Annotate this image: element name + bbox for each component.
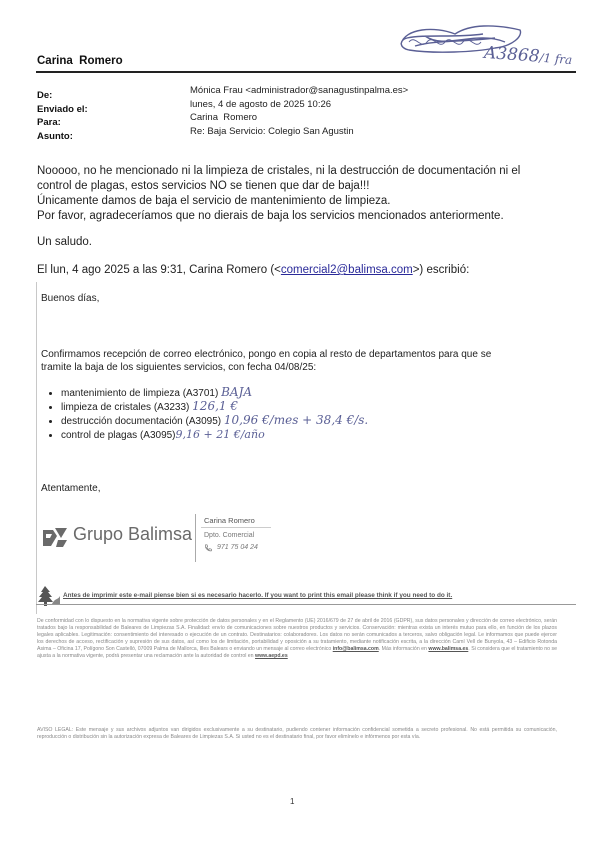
privacy-mid2: . Si considera que el tratamiento no se ajusta a la normativa vigente, podrá presentar una reclamación ante la autoridad de control en xyxy=(37,646,557,659)
page-number: 1 xyxy=(290,797,295,806)
privacy-aepd-link[interactable]: www.aepd.es xyxy=(255,653,288,659)
header-label-sent: Enviado el: xyxy=(37,103,88,115)
handwritten-note: 10,96 €/mes + 38,4 €/s. xyxy=(223,413,369,427)
header-row-subject xyxy=(37,125,354,142)
signature-dept: Dpto. Comercial xyxy=(204,532,255,539)
quoted-closing: Atentamente, xyxy=(41,483,101,494)
phone-icon xyxy=(204,544,212,552)
services-list xyxy=(43,386,368,442)
handwritten-note: BAJA xyxy=(221,385,253,399)
service-label: destrucción documentación (A3095) xyxy=(61,416,222,427)
reply-line: control de plagas, estos servicios NO se tienen que dar de baja!!! xyxy=(37,180,370,192)
handwritten-note: 9,16 + 21 €/año xyxy=(175,428,265,441)
reply-body xyxy=(37,164,582,224)
header-row-sent xyxy=(37,98,332,115)
handwritten-ref xyxy=(483,43,573,69)
header-value-subject: Re: Baja Servicio: Colegio San Agustin xyxy=(190,125,354,137)
services-list-wrap xyxy=(43,386,368,442)
privacy-web-link[interactable]: www.balimsa.es xyxy=(428,646,469,652)
service-label: mantenimiento de limpieza (A3701) xyxy=(61,388,219,399)
list-item xyxy=(61,386,368,400)
quote-intro-suffix: >) escribió: xyxy=(412,264,470,276)
signature-divider xyxy=(195,514,196,562)
eco-rule xyxy=(36,604,576,605)
header-label-to: Para: xyxy=(37,117,61,128)
quoted-paragraph xyxy=(41,349,491,374)
tree-icon xyxy=(38,586,60,606)
quoted-paragraph-line: Confirmamos recepción de correo electrónico, pongo en copia al resto de departamentos para que se xyxy=(41,349,492,360)
signature-divider-h xyxy=(201,527,271,528)
privacy-mid: . Más información en xyxy=(378,646,427,652)
header-row-from xyxy=(37,85,409,101)
balimsa-logo-icon xyxy=(41,526,69,548)
header-rule xyxy=(36,71,576,73)
signature-phone: 971 75 04 24 xyxy=(217,544,258,551)
list-item xyxy=(61,414,368,428)
eco-notice: Antes de imprimir este e-mail piense bien si es necesario hacerlo. If you want to print this email please think if you need to do it. xyxy=(63,592,453,599)
handwritten-ref-suffix: /1 fra xyxy=(538,50,573,68)
handwritten-note: 126,1 € xyxy=(192,399,238,413)
reply-line: Nooooo, no he mencionado ni la limpieza de cristales, ni la destrucción de documentación ni el xyxy=(37,165,521,177)
header-label-from: De: xyxy=(37,90,53,101)
header-value-sent: lunes, 4 de agosto de 2025 10:26 xyxy=(190,98,332,110)
reply-closing: Un saludo. xyxy=(37,236,92,248)
header-value-to: Carina Romero xyxy=(190,112,258,123)
quote-intro-prefix: El lun, 4 ago 2025 a las 9:31, Carina Romero (< xyxy=(37,264,281,276)
quoted-greeting: Buenos días, xyxy=(41,293,100,304)
reply-line: Únicamente damos de baja el servicio de mantenimiento de limpieza. xyxy=(37,195,391,207)
quoted-paragraph-line: tramite la baja de los siguientes servicios, con fecha 04/08/25: xyxy=(41,361,317,373)
header-row-to xyxy=(37,112,258,128)
header-value-from: Mónica Frau <administrador@sanagustinpalma.es> xyxy=(190,85,409,96)
sender-name: Carina Romero xyxy=(37,55,123,67)
privacy-email-link[interactable]: info@balimsa.com xyxy=(332,646,379,652)
quote-intro xyxy=(37,263,469,278)
privacy-notice xyxy=(37,618,557,660)
legal-notice: AVISO LEGAL: Este mensaje y sus archivos adjuntos van dirigidos exclusivamente a su destinatario, pudiendo contener información confidencial sometida a secreto profesional. No está permitida su comunicación, reproducción o distribución sin la autorización expresa de Baleares de Limpiezas S.A. Si usted no es el destinatario final, por favor elimínelo e infórmenos por esta vía. xyxy=(37,727,557,740)
quote-bar xyxy=(36,282,37,614)
signature-company: Grupo Balimsa xyxy=(73,524,193,544)
signature-name: Carina Romero xyxy=(204,516,255,525)
handwritten-ref-code: A3868 xyxy=(483,42,541,67)
service-label: control de plagas (A3095) xyxy=(61,430,176,441)
reply-line: Por favor, agradeceríamos que no dierais de baja los servicios mencionados anteriormente. xyxy=(37,210,504,222)
list-item xyxy=(61,428,368,442)
email-header xyxy=(37,85,409,142)
header-label-subject: Asunto: xyxy=(37,130,73,142)
service-label: limpieza de cristales (A3233) xyxy=(61,402,190,413)
signature-block xyxy=(41,514,291,564)
quote-intro-email-link[interactable]: comercial2@balimsa.com xyxy=(280,264,413,276)
privacy-text: De conformidad con lo dispuesto en la normativa vigente sobre protección de datos personales y en el Reglamento (UE) 2016/679 de 27 de abril de 2016 (GDPR), sus datos personales y dirección de correo electrónico, serán tratados bajo la responsabilidad de Baleares de Limpiezas S.A. Finalidad: envío de comunicaciones sobre nuestros productos y servicios. Conservación: mientras exista un interés mutuo para ello, en función de los plazos legales aplicables. Legitimación: consentimiento del interesado o ejecución de un contrato. Destinatarios: colaboradores. Los datos no serán comunicados a terceros, salvo obligación legal. Le informamos que puede ejercer los derechos de acceso, rectificación y supresión de sus datos, así como los de limitación, portabilidad y oposición a su tratamiento, mediante notificación escrita, a la dirección Camí Vell de Bunyola, 43 – Edificio Rotonda Asima – Oficina 17, Polígono Son Castelló, 07009 Palma de Mallorca, Illes Balears o enviando un mensaje al correo electrónico xyxy=(37,618,557,652)
list-item xyxy=(61,400,368,414)
